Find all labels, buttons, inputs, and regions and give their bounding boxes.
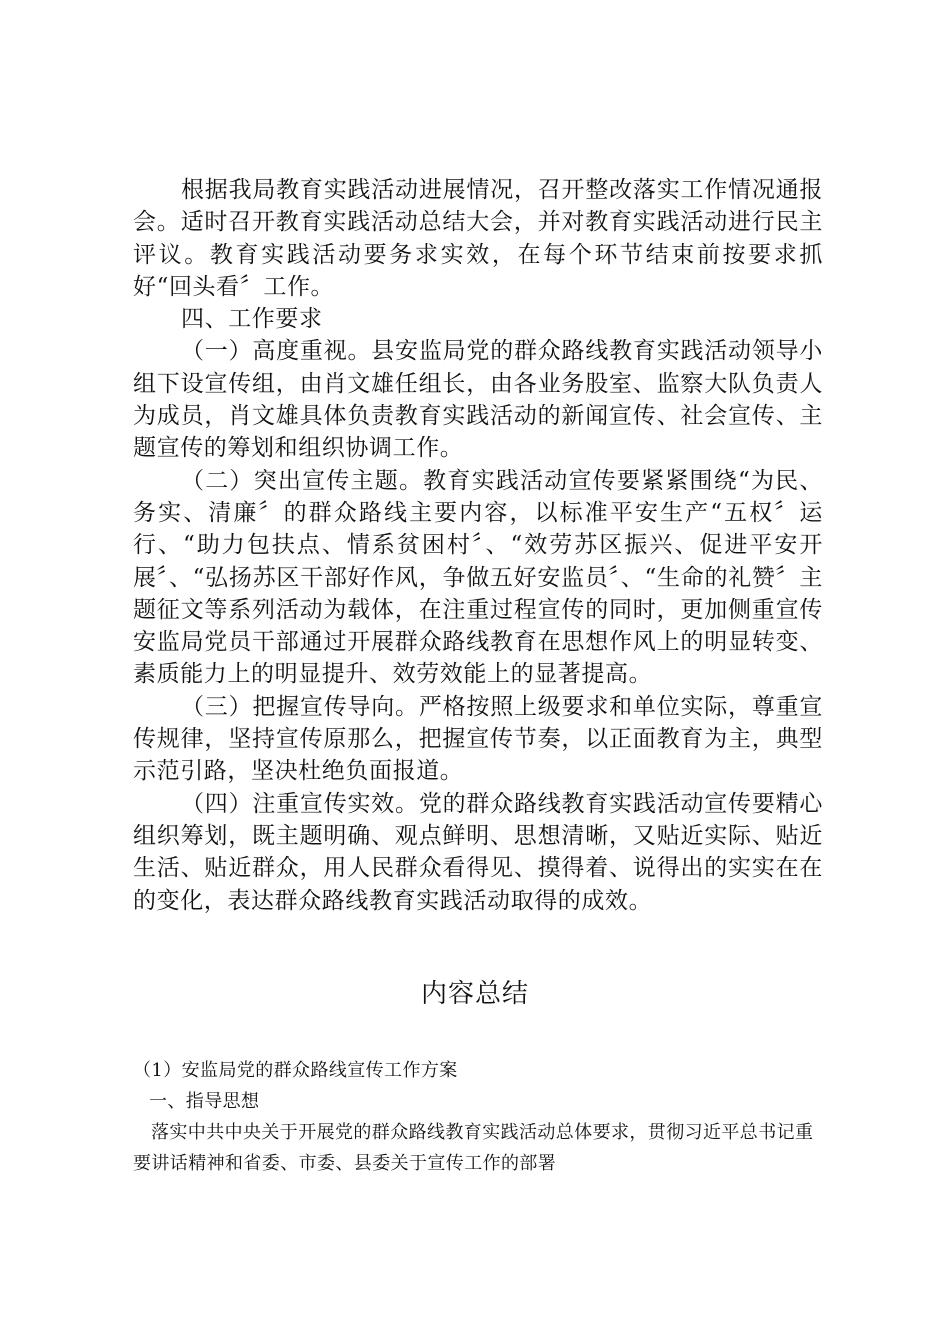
summary-section-heading: 一、指导思想 [149,1091,260,1112]
paragraph-item-two: （二）突出宣传主题。教育实践活动宣传要紧紧围绕“为民、务实、清廉〞的群众路线主要内容，以标准平安生产“五权〞运行、“助力包扶点、情系贫困村〞、“效劳苏区振兴、促进平安开展〞、“弘扬苏区干部好作风，争做五好安监员〞、“生命的礼赞〞主题征文等系列活动为载体，在注重过程宣传的同时，更加侧重宣传安监局党员干部通过开展群众路线教育在思想作风上的明显转变、素质能力上的明显提升、效劳效能上的显著提高。 [133,467,823,688]
paragraph-item-three: （三）把握宣传导向。严格按照上级要求和单位实际，尊重宣传规律，坚持宣传原那么，把握宣传节奏，以正面教育为主，典型示范引路，坚决杜绝负面报道。 [133,693,823,785]
summary-item-title: （1）安监局党的群众路线宣传工作方案 [133,1060,458,1081]
section-heading-work-requirements: 四、工作要求 [181,306,323,333]
paragraph-progress-report: 根据我局教育实践活动进展情况，召开整改落实工作情况通报会。适时召开教育实践活动总结大会，并对教育实践活动进行民主评议。教育实践活动要务求实效，在每个环节结束前按要求抓好“回头看〞工作。 [133,177,823,300]
summary-text: 落实中共中央关于开展党的群众路线教育实践活动总体要求，贯彻习近平总书记重要讲话精神和省委、市委、县委关于宣传工作的部署 [133,1122,814,1174]
paragraph-item-one: （一）高度重视。县安监局党的群众路线教育实践活动领导小组下设宣传组，由肖文雄任组长，由各业务股室、监察大队负责人为成员，肖文雄具体负责教育实践活动的新闻宣传、社会宣传、主题宣传的筹划和组织协调工作。 [133,338,823,462]
summary-section [133,1055,823,1179]
summary-title: 内容总结 [420,979,529,1009]
document-body [133,174,823,917]
paragraph-item-four: （四）注重宣传实效。党的群众路线教育实践活动宣传要精心组织筹划，既主题明确、观点鲜明、思想清晰，又贴近实际、贴近生活、贴近群众，用人民群众看得见、摸得着、说得出的实实在在的变化，表达群众路线教育实践活动取得的成效。 [133,790,823,914]
